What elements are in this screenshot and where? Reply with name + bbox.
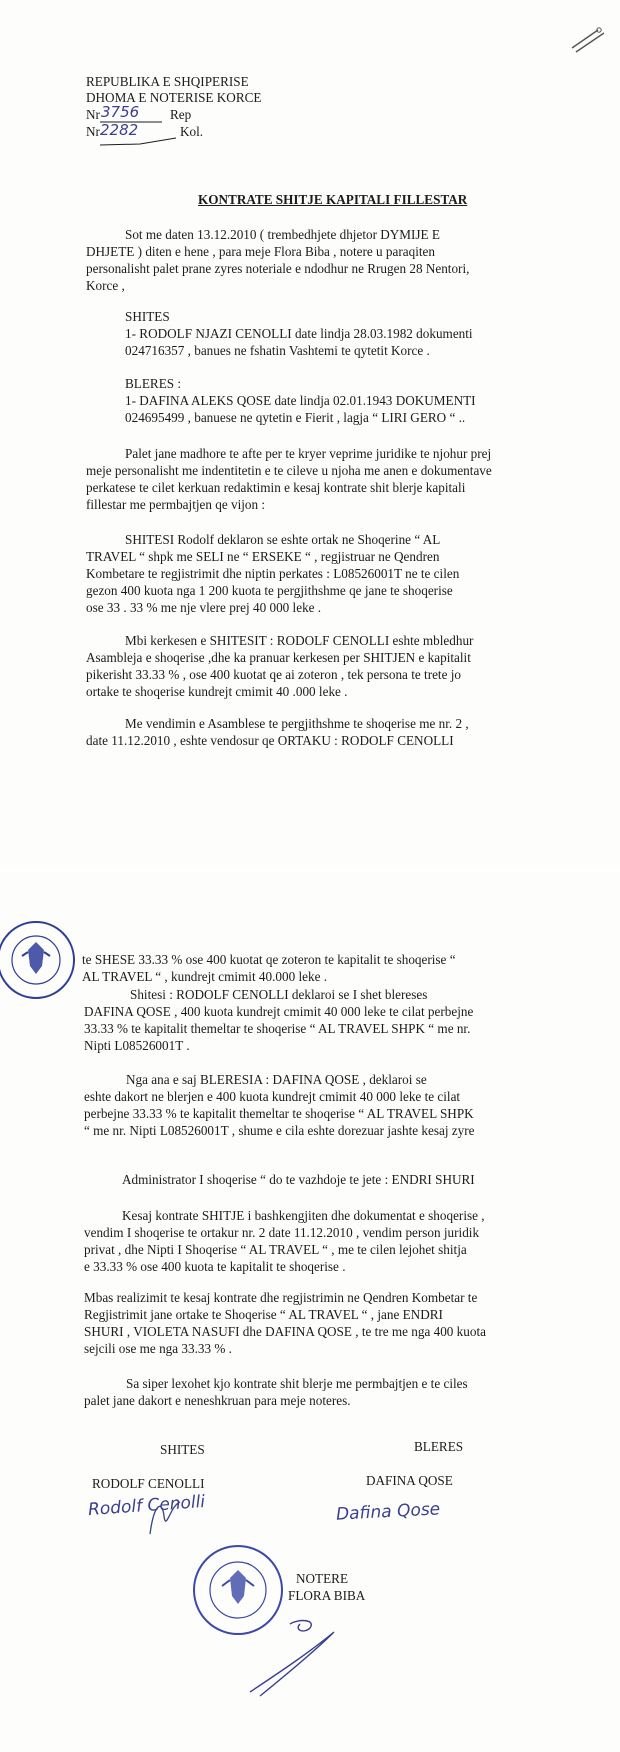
intro-line: Korce , [86, 278, 125, 293]
seller-said-line: Shitesi : RODOLF CENOLLI deklaroi se I shet blereses [130, 987, 428, 1002]
documents-line: privat , dhe Nipti I Shoqerise “ AL TRAVEL “ , me te cilen lejohet shitja [84, 1242, 467, 1257]
buyer-printed-name: DAFINA QOSE [366, 1473, 453, 1488]
assembly-line: Mbi kerkesen e SHITESIT : RODOLF CENOLLI eshte mbledhur [125, 633, 474, 648]
header-chamber: DHOMA E NOTERISE KORCE [86, 90, 262, 105]
buyer-heading: BLERES : [125, 376, 182, 391]
continuation-line: AL TRAVEL “ , kundrejt cmimit 40.000 leke . [82, 969, 328, 984]
seller-said-line: Nipti L08526001T . [84, 1038, 190, 1053]
seller-declares-line: TRAVEL “ shpk me SELI ne “ ERSEKE “ , regjistruar ne Qendren [86, 549, 440, 564]
rep-prefix: Nr [86, 107, 100, 122]
seller-declares-line: ose 33 . 33 % me nje vlere prej 40 000 leke . [86, 600, 322, 615]
documents-line: e 33.33 % ose 400 kuota te kapitalit te shoqerise . [84, 1259, 346, 1274]
assembly-line: pikerisht 33.33 % , ose 400 kuotat qe ai zoteron , tek persona te trete jo [86, 667, 462, 682]
buyer-line: 1- DAFINA ALEKS QOSE date lindja 02.01.1943 DOKUMENTI [125, 393, 476, 408]
notary-name: FLORA BIBA [288, 1588, 366, 1603]
registration-line: Mbas realizimit te kesaj kontrate dhe regjistrimin ne Qendren Kombetar te [84, 1290, 478, 1305]
registration-line: sejcili ose me nga 33.33 % . [84, 1341, 232, 1356]
read-line: palet jane dakort e neneshkruan para meje noteres. [84, 1393, 351, 1408]
buyer-declares-line: “ me nr. Nipti L08526001T , shume e cila eshte dorezuar jashte kesaj zyre [84, 1123, 475, 1138]
seller-heading: SHITES [125, 309, 170, 324]
intro-line: personalisht palet prane zyres noteriale e ndodhur ne Rrugen 28 Nentori, [86, 261, 470, 276]
contract-page-2 [0, 872, 620, 1752]
buyer-declares-line: eshte dakort ne blerjen e 400 kuota kundrejt cmimit 40 000 leke te cilat [84, 1089, 461, 1104]
read-line: Sa siper lexohet kjo kontrate shit blerje me permbajtjen e te ciles [126, 1376, 468, 1391]
seller-line: 1- RODOLF NJAZI CENOLLI date lindja 28.03.1982 dokumenti [125, 326, 473, 341]
assembly-line: Asambleja e shoqerise ,dhe ka pranuar kerkesen per SHITJEN e kapitalit [86, 650, 471, 665]
contract-title: KONTRATE SHITJE KAPITALI FILLESTAR [198, 192, 468, 207]
registration-line: Regjistrimit jane ortake te Shoqerise “ AL TRAVEL “ , jane ENDRI [84, 1307, 443, 1322]
continuation-line: te SHESE 33.33 % ose 400 kuotat qe zoteron te kapitalit te shoqerise “ [82, 952, 456, 967]
rep-label: Rep [170, 107, 192, 122]
parties-line: perkatese te cilet kerkuan redaktimin e kesaj kontrate shit blerje kapitali [86, 480, 466, 495]
decision-line: Me vendimin e Asamblese te pergjithshme te shoqerise me nr. 2 , [125, 716, 469, 731]
seller-declares-line: SHITESI Rodolf deklaron se eshte ortak ne Shoqerine “ AL [125, 532, 441, 547]
decision-line: date 11.12.2010 , eshte vendosur qe ORTAKU : RODOLF CENOLLI [86, 733, 454, 748]
intro-line: Sot me daten 13.12.2010 ( trembedhjete dhjetor DYMIJE E [125, 227, 440, 242]
registration-line: SHURI , VIOLETA NASUFI dhe DAFINA QOSE , te tre me nga 400 kuota [84, 1324, 486, 1339]
kol-underline [100, 138, 180, 148]
seller-declares-line: gezon 400 kuota nga 1 200 kuota te pergjithshme qe jane te shoqerise [86, 583, 453, 598]
header-republic: REPUBLIKA E SHQIPERISE [86, 74, 249, 89]
intro-line: DHJETE ) diten e hene , para meje Flora Biba , notere u paraqiten [86, 244, 435, 259]
contract-page-1 [0, 0, 620, 872]
kol-number-handwritten: 2282 [100, 121, 139, 139]
buyer-line: 024695499 , banuese ne qytetin e Fierit , lagja “ LIRI GERO “ .. [125, 410, 466, 425]
seller-line: 024716357 , banues ne fshatin Vashtemi te qytetit Korce . [125, 343, 430, 358]
buyer-declares-line: Nga ana e saj BLERESIA : DAFINA QOSE , deklaroi se [126, 1072, 427, 1087]
seller-signature-label: SHITES [160, 1442, 205, 1457]
administrator-line: Administrator I shoqerise “ do te vazhdoje te jete : ENDRI SHURI [122, 1172, 475, 1187]
notary-title: NOTERE [296, 1571, 349, 1586]
seller-said-line: DAFINA QOSE , 400 kuota kundrejt cmimit 40 000 leke te cilat perbejne [84, 1004, 474, 1019]
kol-label: Kol. [180, 124, 204, 139]
assembly-line: ortake te shoqerise kundrejt cmimit 40 .000 leke . [86, 684, 348, 699]
rep-number-handwritten: 3756 [101, 103, 140, 121]
buyer-handwritten-signature: Dafina Qose [335, 1499, 441, 1525]
staple-mark [568, 24, 608, 54]
seller-declares-line: Kombetare te regjistrimit dhe niptin perkates : L08526001T ne te cilen [86, 566, 460, 581]
seller-signature-flourish [140, 1494, 200, 1544]
parties-line: Palet jane madhore te afte per te kryer veprime juridike te njohur prej [125, 446, 492, 461]
kol-prefix: Nr [86, 124, 100, 139]
notary-signature-scrawl [230, 1612, 340, 1702]
notary-seal-stamp [0, 918, 78, 1002]
buyer-declares-line: perbejne 33.33 % te kapitalit themeltar te shoqerise “ AL TRAVEL SHPK [84, 1106, 474, 1121]
parties-line: fillestar me permbajtjen qe vijon : [86, 497, 266, 512]
seller-said-line: 33.33 % te kapitalit themeltar te shoqerise “ AL TRAVEL SHPK “ me nr. [84, 1021, 471, 1036]
parties-line: meje personalisht me indentitetin e te cileve u njoha me anen e dokumentave [86, 463, 492, 478]
documents-line: Kesaj kontrate SHITJE i bashkengjiten dhe dokumentat e shoqerise , [122, 1208, 485, 1223]
documents-line: vendim I shoqerise te ortakur nr. 2 date 11.12.2010 , vendim person juridik [84, 1225, 480, 1240]
buyer-signature-label: BLERES [414, 1439, 464, 1454]
seller-printed-name: RODOLF CENOLLI [92, 1476, 205, 1491]
seller-handwritten-signature: Rodolf Cenolli [87, 1491, 206, 1521]
